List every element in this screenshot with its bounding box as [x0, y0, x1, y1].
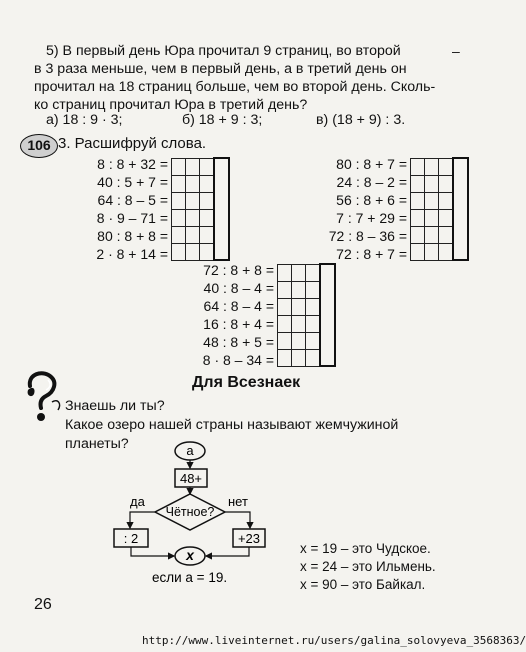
start-label: a: [186, 443, 194, 458]
expression: 80 : 8 + 8 =: [97, 228, 168, 244]
answer-grid-right: [410, 157, 469, 261]
yes-label: да: [130, 494, 145, 509]
question-mark-icon: [22, 368, 64, 426]
question-line-1: Знаешь ли ты?: [65, 398, 165, 414]
footer-url[interactable]: http://www.liveinternet.ru/users/galina_solovyeva_3568363/: [142, 634, 526, 647]
option-b: б) 18 + 9 : 3;: [182, 112, 263, 128]
section-heading: Для Всезнаек: [192, 374, 301, 391]
no-label: нет: [228, 494, 248, 509]
expression: 72 : 8 + 8 =: [203, 262, 274, 278]
flowchart-caption: если a = 19.: [152, 570, 228, 585]
expression: 24 : 8 – 2 =: [336, 174, 407, 190]
task-number-badge: 106: [20, 134, 58, 158]
task-5-line-4: ко страниц прочитал Юра в третий день?: [34, 97, 308, 113]
expression: 16 : 8 + 4 =: [203, 316, 274, 332]
option-a: а) 18 : 9 · 3;: [46, 112, 123, 128]
expression: 2 · 8 + 14 =: [96, 246, 168, 262]
result-label: x: [186, 547, 194, 563]
expression: 40 : 5 + 7 =: [97, 174, 168, 190]
expression: 72 : 8 + 7 =: [336, 246, 407, 262]
expression: 8 · 9 – 71 =: [96, 210, 168, 226]
expression: 8 : 8 + 32 =: [97, 156, 168, 172]
expression: 40 : 8 – 4 =: [203, 280, 274, 296]
answer-grid-center: [277, 263, 336, 367]
expression: 80 : 8 + 7 =: [336, 156, 407, 172]
expression: 64 : 8 – 5 =: [97, 192, 168, 208]
answer-grid-left: [171, 157, 230, 261]
answer-line: x = 24 – это Ильмень.: [300, 559, 436, 574]
question-line-3: планеты?: [65, 436, 129, 452]
divide-label: : 2: [123, 531, 139, 546]
task-5-line-2: в 3 раза меньше, чем в первый день, а в третий день он: [34, 61, 407, 77]
expression: 56 : 8 + 6 =: [336, 192, 407, 208]
decision-label: Чётное?: [165, 505, 215, 519]
expression: 64 : 8 – 4 =: [203, 298, 274, 314]
option-c: в) (18 + 9) : 3.: [316, 112, 406, 128]
expression: 48 : 8 + 5 =: [203, 334, 274, 350]
task-5-line-3: прочитал на 18 страниц больше, чем во второй день. Сколь-: [34, 79, 436, 95]
answer-line: x = 90 – это Байкал.: [300, 577, 426, 592]
page-number: 26: [34, 596, 52, 613]
task-106-title: 3. Расшифруй слова.: [58, 135, 207, 152]
task-5-dash: –: [452, 43, 460, 59]
step-label: 48+: [179, 471, 203, 486]
expression: 8 · 8 – 34 =: [202, 352, 274, 368]
question-line-2: Какое озеро нашей страны называют жемчужиной: [65, 417, 399, 433]
flowchart: [100, 436, 300, 596]
expression: 7 : 7 + 29 =: [336, 210, 407, 226]
answer-line: x = 19 – это Чудское.: [300, 541, 431, 556]
task-5-line-1: 5) В первый день Юра прочитал 9 страниц, во второй: [46, 43, 401, 59]
add-label: +23: [237, 531, 261, 546]
expression: 72 : 8 – 36 =: [328, 228, 407, 244]
